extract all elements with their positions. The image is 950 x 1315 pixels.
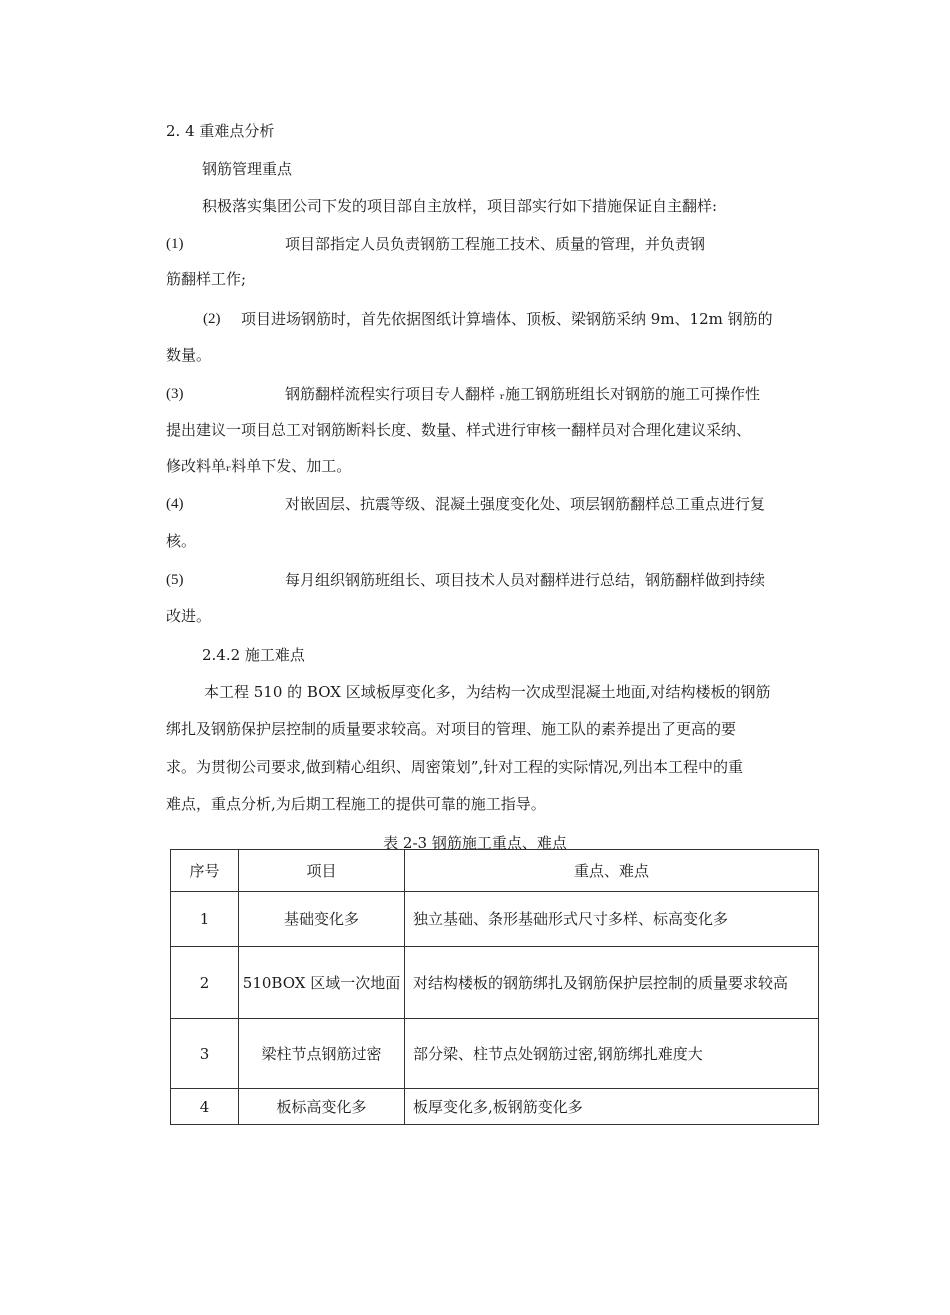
item-number: (2) xyxy=(203,311,221,327)
header-cell-no: 序号 xyxy=(171,850,239,892)
row-desc: 板厚变化多,板钢筋变化多 xyxy=(405,1089,819,1125)
row-no: 2 xyxy=(171,947,239,1019)
table-row xyxy=(171,1019,819,1089)
item-text-line: 核。 xyxy=(166,532,197,550)
row-item: 梁柱节点钢筋过密 xyxy=(239,1019,405,1089)
header-cell-item: 项目 xyxy=(239,850,405,892)
row-item: 基础变化多 xyxy=(239,892,405,947)
item-text-line: 改进。 xyxy=(166,607,212,625)
row-desc: 部分梁、柱节点处钢筋过密,钢筋绑扎难度大 xyxy=(405,1019,819,1089)
item-text-line: 对嵌固层、抗震等级、混凝土强度变化处、项层钢筋翻样总工重点进行复 xyxy=(285,495,766,513)
item-number: (4) xyxy=(166,496,184,512)
row-item: 510BOX 区域一次地面 xyxy=(239,947,405,1019)
table-header-row xyxy=(171,850,819,892)
table-row xyxy=(171,947,819,1019)
row-no: 1 xyxy=(171,892,239,947)
item-number: (3) xyxy=(166,386,184,402)
row-desc: 独立基础、条形基础形式尺寸多样、标高变化多 xyxy=(405,892,819,947)
paragraph-line: 求。为贯彻公司要求,做到精心组织、周密策划”,针对工程的实际情况,列出本工程中的重 xyxy=(166,758,743,776)
row-desc: 对结构楼板的钢筋绑扎及钢筋保护层控制的质量要求较高 xyxy=(405,947,819,1019)
subsection-title-rebar-management: 钢筋管理重点 xyxy=(202,160,293,178)
paragraph-line: 本工程 510 的 BOX 区域板厚变化多，为结构一次成型混凝土地面,对结构楼板的钢筋 xyxy=(204,683,771,701)
row-no: 3 xyxy=(171,1019,239,1089)
table-row xyxy=(171,1089,819,1125)
header-cell-desc: 重点、难点 xyxy=(405,850,819,892)
item-text-line: 修改料单ᵣ料单下发、加工。 xyxy=(166,457,352,475)
section-title: 2. 4 重难点分析 xyxy=(166,122,275,140)
item-number: (5) xyxy=(166,572,184,588)
item-text-line: 筋翻样工作; xyxy=(166,270,247,288)
rebar-difficulties-table xyxy=(170,849,819,1125)
subsection-title-construction-difficulties: 2.4.2 施工难点 xyxy=(202,646,305,664)
item-number: (1) xyxy=(166,236,184,252)
item-text-line: 钢筋翻样流程实行项目专人翻样 ᵣ施工钢筋班组长对钢筋的施工可操作性 xyxy=(285,385,760,403)
paragraph-line: 难点，重点分析,为后期工程施工的提供可靠的施工指导。 xyxy=(166,795,546,813)
item-text-line: 项目部指定人员负责钢筋工程施工技术、质量的管理，并负责钢 xyxy=(285,235,706,253)
table-row xyxy=(171,892,819,947)
item-text-line: 项目进场钢筋时，首先依据图纸计算墙体、顶板、梁钢筋采纳 9m、12m 钢筋的 xyxy=(241,310,773,328)
item-text-line: 提出建议一项目总工对钢筋断料长度、数量、样式进行审核一翻样员对合理化建议采纳、 xyxy=(166,421,752,439)
table-caption: 表 2-3 钢筋施工重点、难点 xyxy=(383,834,567,852)
paragraph-line: 绑扎及钢筋保护层控制的质量要求较高。对项目的管理、施工队的素养提出了更高的要 xyxy=(166,720,737,738)
intro-paragraph: 积极落实集团公司下发的项目部自主放样，项目部实行如下措施保证自主翻样: xyxy=(202,197,718,215)
row-no: 4 xyxy=(171,1089,239,1125)
row-item: 板标高变化多 xyxy=(239,1089,405,1125)
item-text-line: 数量。 xyxy=(166,346,212,364)
item-text-line: 每月组织钢筋班组长、项目技术人员对翻样进行总结，钢筋翻样做到持续 xyxy=(285,571,766,589)
